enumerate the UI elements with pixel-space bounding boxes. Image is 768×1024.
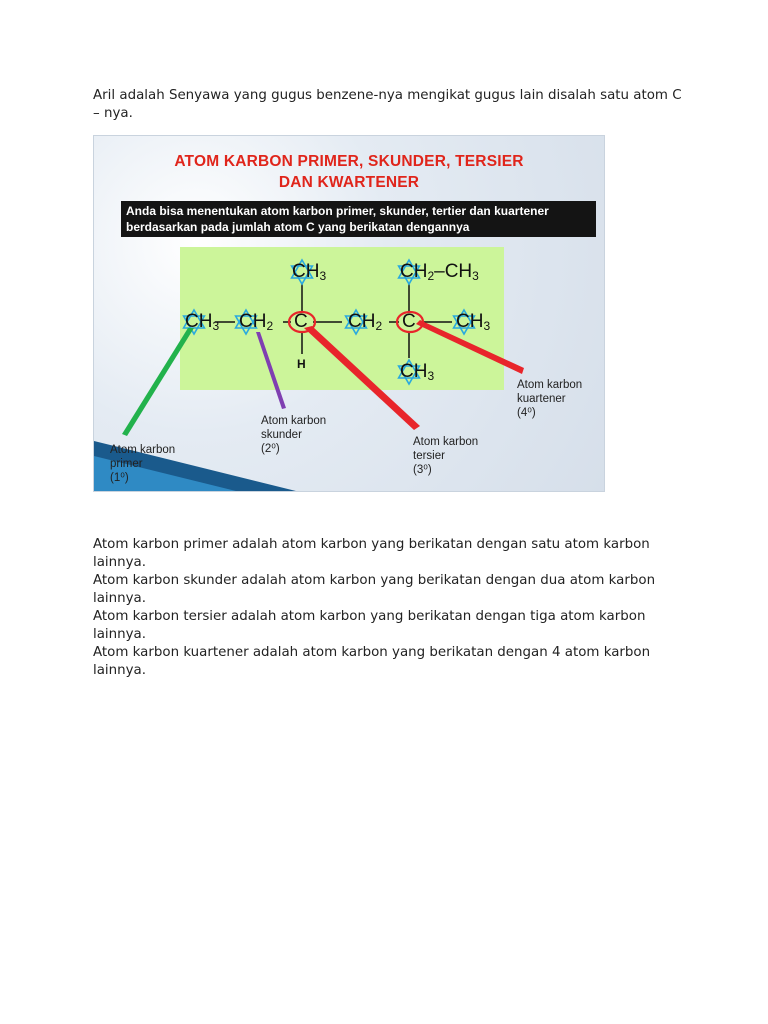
methyl-bottom-carbon-5: $CH_3$ [400,361,435,383]
carbon-3: C [294,311,308,332]
definitions-block [93,536,683,680]
intro-paragraph: Aril adalah Senyawa yang gugus benzene-nya mengikat gugus lain disalah satu atom C – nya. [93,88,682,121]
carbon-atom-figure [93,135,605,492]
carbon-4: $CH_2$ [348,311,383,333]
carbon-5: C [402,311,416,332]
label-skunder: Atom karbon skunder (2⁰) [261,415,327,455]
hydrogen-atom: H [297,357,306,371]
carbon-6: $CH_3$ [456,311,491,333]
methyl-top-carbon-3: $CH_3$ [292,261,327,283]
carbon-2: $CH_2$ [239,311,274,333]
definition-primer: Atom karbon primer adalah atom karbon yang berikatan dengan satu atom karbon lainnya. [93,537,650,570]
ethyl-top-carbon-5: $CH_2-CH_3$ [400,261,479,283]
figure-title-line2: DAN KWARTENER [278,174,420,191]
carbon-1: $CH_3$ [185,311,220,333]
primer-pointer [122,328,194,436]
info-banner: Anda bisa menentukan atom karbon primer, skunder, tertier dan kuartener berdasarkan pada jumlah atom C yang berikatan dengannya [121,201,596,237]
figure-title-line1: ATOM KARBON PRIMER, SKUNDER, TERSIER [174,153,524,170]
definition-tersier: Atom karbon tersier adalah atom karbon yang berikatan dengan tiga atom karbon lainnya. [93,609,646,642]
label-tersier: Atom karbon tersier (3⁰) [413,436,479,476]
definition-skunder: Atom karbon skunder adalah atom karbon yang berikatan dengan dua atom karbon lainnya. [93,573,656,606]
skunder-pointer [256,332,286,409]
label-primer: Atom karbon primer (1⁰) [110,444,176,484]
label-kuartener: Atom karbon kuartener (4⁰) [517,379,583,419]
definition-kuartener: Atom karbon kuartener adalah atom karbon yang berikatan dengan 4 atom karbon lainnya. [93,645,651,678]
